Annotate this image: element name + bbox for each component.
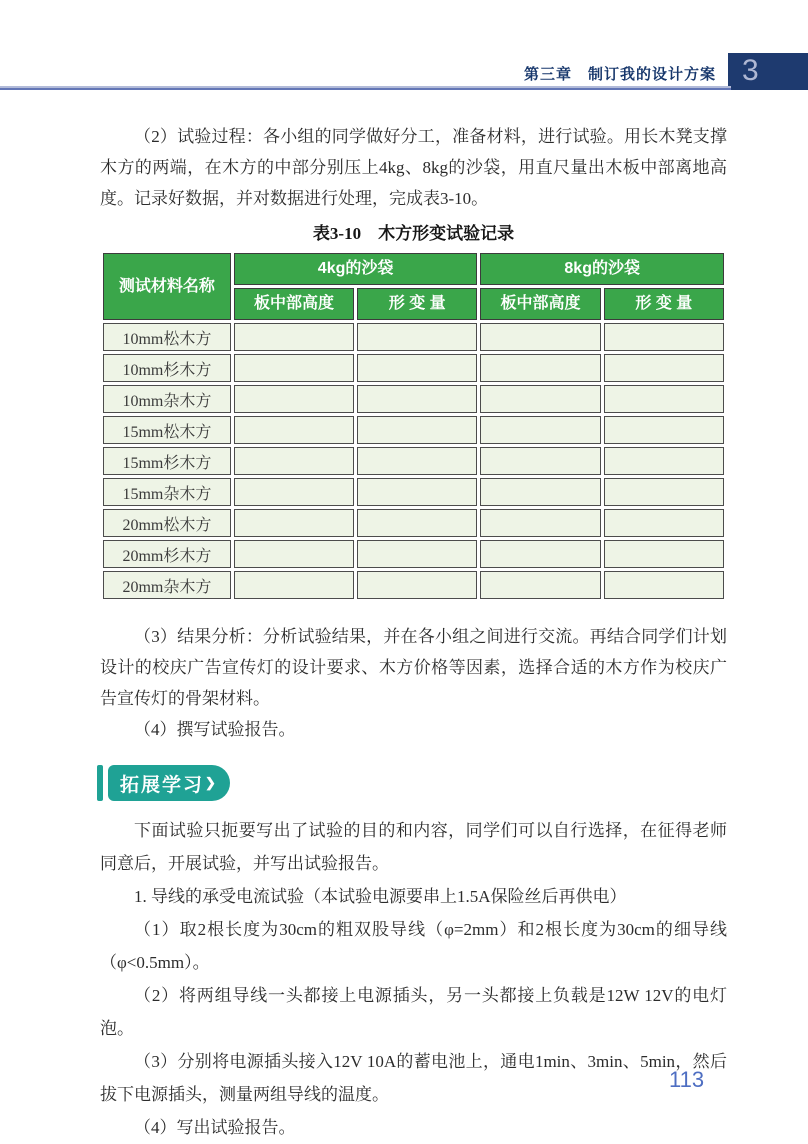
empty-cell	[234, 447, 354, 475]
empty-cell	[604, 354, 724, 382]
empty-cell	[357, 478, 477, 506]
empty-cell	[480, 571, 600, 599]
extension-intro: 下面试验只扼要写出了试验的目的和内容，同学们可以自行选择，在征得老师同意后，开展试验，并写出试验报告。	[100, 821, 727, 873]
empty-cell	[604, 540, 724, 568]
badge-label: 拓展学习	[120, 774, 205, 796]
material-cell: 10mm松木方	[103, 323, 231, 351]
empty-cell	[357, 540, 477, 568]
chevron-right-icon: ❯	[205, 775, 216, 790]
empty-cell	[234, 323, 354, 351]
empty-cell	[357, 354, 477, 382]
table-row	[103, 385, 724, 413]
empty-cell	[357, 509, 477, 537]
material-cell: 20mm杉木方	[103, 540, 231, 568]
empty-cell	[234, 478, 354, 506]
header-group-8kg: 8kg的沙袋	[480, 253, 724, 285]
material-cell: 20mm杂木方	[103, 571, 231, 599]
accent-bar	[97, 765, 103, 801]
empty-cell	[357, 385, 477, 413]
chapter-number-tab: 3	[728, 53, 808, 90]
material-cell: 10mm杂木方	[103, 385, 231, 413]
wood-deformation-table	[100, 250, 727, 602]
empty-cell	[604, 571, 724, 599]
table-row	[103, 571, 724, 599]
empty-cell	[234, 416, 354, 444]
table-row	[103, 540, 724, 568]
paragraph-write-report: （4）撰写试验报告。	[134, 720, 296, 739]
header-board-height-8kg: 板中部高度	[480, 288, 600, 320]
extension-learning-badge	[108, 765, 230, 801]
header-group-4kg: 4kg的沙袋	[234, 253, 478, 285]
empty-cell	[480, 385, 600, 413]
extension-step-3: （3）分别将电源插头接入12V 10A的蓄电池上，通电1min、3min、5min，然后拔下电源插头，测量两组导线的温度。	[100, 1052, 727, 1104]
table-row	[103, 447, 724, 475]
empty-cell	[604, 416, 724, 444]
empty-cell	[604, 385, 724, 413]
empty-cell	[604, 447, 724, 475]
empty-cell	[234, 354, 354, 382]
empty-cell	[234, 540, 354, 568]
table-row	[103, 354, 724, 382]
empty-cell	[234, 571, 354, 599]
table-row	[103, 478, 724, 506]
table-row	[103, 416, 724, 444]
extension-step-2: （2）将两组导线一头都接上电源插头，另一头都接上负载是12W 12V的电灯泡。	[100, 986, 727, 1038]
empty-cell	[357, 416, 477, 444]
extension-step-4: （4）写出试验报告。	[134, 1118, 296, 1137]
empty-cell	[480, 509, 600, 537]
page-number: 113	[669, 1067, 705, 1092]
empty-cell	[357, 323, 477, 351]
empty-cell	[604, 478, 724, 506]
empty-cell	[480, 354, 600, 382]
header-deformation-8kg: 形 变 量	[604, 288, 724, 320]
empty-cell	[357, 447, 477, 475]
empty-cell	[604, 323, 724, 351]
empty-cell	[480, 540, 600, 568]
header-deformation-4kg: 形 变 量	[357, 288, 477, 320]
table-row	[103, 323, 724, 351]
empty-cell	[480, 323, 600, 351]
material-cell: 15mm杉木方	[103, 447, 231, 475]
header-board-height-4kg: 板中部高度	[234, 288, 354, 320]
empty-cell	[480, 416, 600, 444]
material-cell: 15mm杂木方	[103, 478, 231, 506]
extension-step-1: （1）取2根长度为30cm的粗双股导线（φ=2mm）和2根长度为30cm的细导线（φ<0.5mm）。	[100, 920, 727, 972]
empty-cell	[234, 509, 354, 537]
empty-cell	[480, 447, 600, 475]
empty-cell	[604, 509, 724, 537]
paragraph-test-process: （2）试验过程：各小组的同学做好分工，准备材料，进行试验。用长木凳支撑木方的两端，在木方的中部分别压上4kg、8kg的沙袋，用直尺量出木板中部离地高度。记录好数据，并对数据进行处理，完成表3-10。	[100, 127, 727, 208]
header-material-name: 测试材料名称	[103, 253, 231, 320]
empty-cell	[234, 385, 354, 413]
material-cell: 10mm杉木方	[103, 354, 231, 382]
empty-cell	[480, 478, 600, 506]
empty-cell	[357, 571, 477, 599]
table-header-row-1	[103, 253, 724, 285]
extension-item-title: 1. 导线的承受电流试验（本试验电源要串上1.5A保险丝后再供电）	[134, 887, 627, 906]
page-content	[100, 90, 727, 1144]
material-cell: 15mm松木方	[103, 416, 231, 444]
chapter-title: 第三章 制订我的设计方案	[523, 66, 716, 83]
material-cell: 20mm松木方	[103, 509, 231, 537]
extension-learning-header	[97, 765, 727, 801]
table-row	[103, 509, 724, 537]
paragraph-result-analysis: （3）结果分析：分析试验结果，并在各小组之间进行交流。再结合同学们计划设计的校庆广告宣传灯的设计要求、木方价格等因素，选择合适的木方作为校庆广告宣传灯的骨架材料。	[100, 627, 727, 708]
table-caption: 表3-10 木方形变试验记录	[312, 224, 515, 243]
